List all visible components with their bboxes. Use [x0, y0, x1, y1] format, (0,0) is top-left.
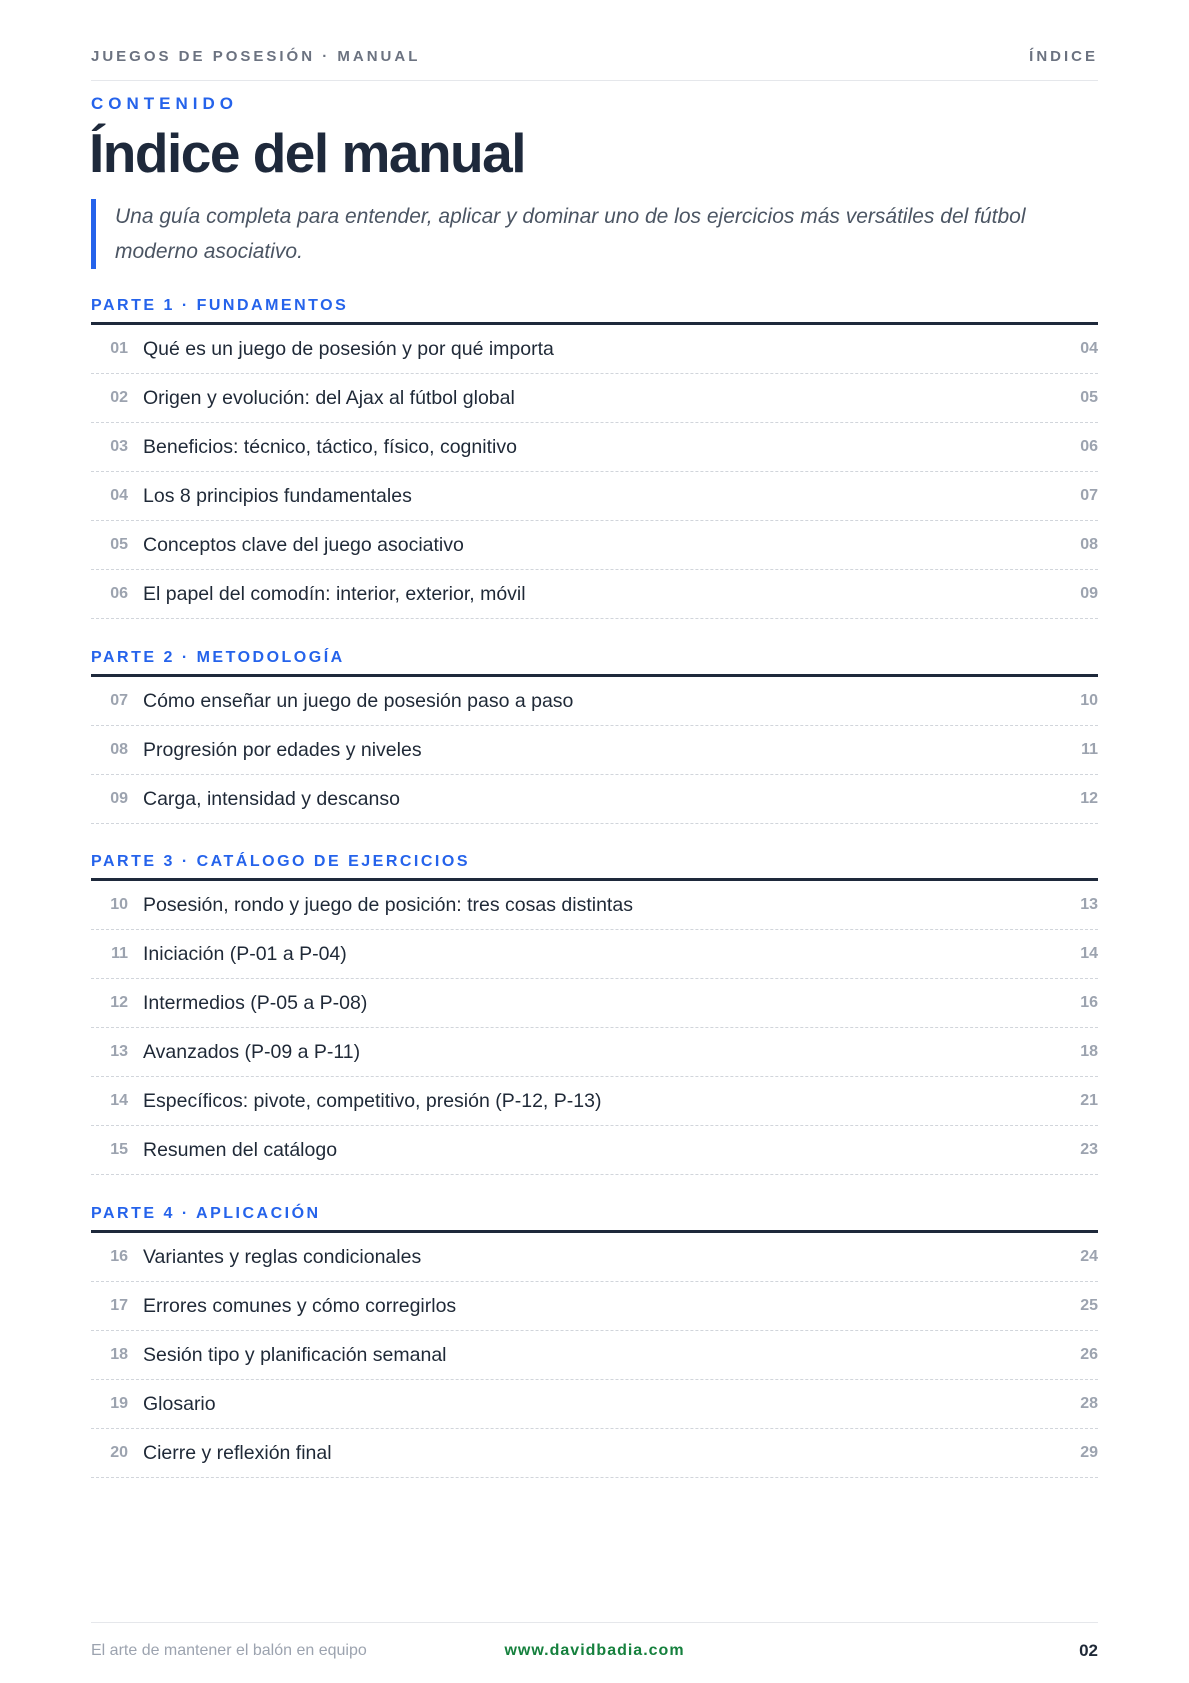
entry-number: 04 [110, 487, 128, 504]
running-header [91, 48, 1098, 81]
entry-page: 04 [1080, 340, 1098, 357]
toc-entry[interactable] [91, 1282, 1098, 1331]
toc-entry[interactable] [91, 979, 1098, 1028]
entry-label: Variantes y reglas condicionales [143, 1245, 422, 1268]
entry-page: 25 [1080, 1297, 1098, 1314]
footer-website-link[interactable]: www.davidbadia.com [504, 1642, 685, 1659]
entry-number: 06 [110, 585, 128, 602]
entry-number: 11 [111, 945, 128, 962]
entry-number: 10 [110, 896, 128, 913]
entry-page: 12 [1080, 790, 1098, 807]
toc-part-3 [91, 852, 1098, 1175]
part-title: PARTE 1 · FUNDAMENTOS [91, 296, 1098, 325]
entry-page: 11 [1081, 741, 1098, 758]
entry-number: 09 [110, 790, 128, 807]
entry-label: Errores comunes y cómo corregirlos [143, 1294, 457, 1317]
entry-page: 10 [1080, 692, 1098, 709]
entry-number: 13 [110, 1043, 128, 1060]
toc-entry[interactable] [91, 1028, 1098, 1077]
entry-label: Avanzados (P-09 a P-11) [143, 1040, 361, 1063]
entry-label: Posesión, rondo y juego de posición: tres cosas distintas [143, 893, 633, 916]
entry-number: 16 [110, 1248, 128, 1265]
entry-label: Iniciación (P-01 a P-04) [143, 942, 347, 965]
entry-number: 01 [110, 340, 128, 357]
entry-label: Origen y evolución: del Ajax al fútbol global [143, 386, 515, 409]
entry-page: 21 [1080, 1092, 1098, 1109]
toc-entry[interactable] [91, 775, 1098, 824]
toc-part-2 [91, 648, 1098, 824]
entry-number: 08 [110, 741, 128, 758]
entry-page: 07 [1080, 487, 1098, 504]
entry-page: 09 [1080, 585, 1098, 602]
header-manual-title: JUEGOS DE POSESIÓN · MANUAL [91, 48, 421, 65]
toc-entry[interactable] [91, 881, 1098, 930]
toc-entry[interactable] [91, 677, 1098, 726]
footer-tagline: El arte de mantener el balón en equipo [91, 1642, 367, 1659]
page-footer [91, 1622, 1098, 1661]
entry-label: Qué es un juego de posesión y por qué importa [143, 337, 554, 360]
page-title: Índice del manual [89, 122, 526, 184]
entry-label: Intermedios (P-05 a P-08) [143, 991, 368, 1014]
entry-label: Progresión por edades y niveles [143, 738, 422, 761]
entry-page: 18 [1080, 1043, 1098, 1060]
entry-page: 26 [1080, 1346, 1098, 1363]
entry-label: Cierre y reflexión final [143, 1441, 332, 1464]
part-title: PARTE 2 · METODOLOGÍA [91, 648, 1098, 677]
entry-page: 13 [1080, 896, 1098, 913]
toc-entry[interactable] [91, 1380, 1098, 1429]
entry-page: 29 [1080, 1444, 1098, 1461]
entry-number: 12 [110, 994, 128, 1011]
entry-label: Los 8 principios fundamentales [143, 484, 412, 507]
entry-page: 14 [1080, 945, 1098, 962]
entry-number: 19 [110, 1395, 128, 1412]
entry-number: 15 [110, 1141, 128, 1158]
toc-entry[interactable] [91, 1429, 1098, 1478]
entry-number: 18 [110, 1346, 128, 1363]
entry-number: 17 [110, 1297, 128, 1314]
toc-entry[interactable] [91, 726, 1098, 775]
entry-number: 05 [110, 536, 128, 553]
footer-page-number: 02 [1079, 1641, 1098, 1660]
toc-entry[interactable] [91, 423, 1098, 472]
entry-number: 20 [110, 1444, 128, 1461]
part-title: PARTE 4 · APLICACIÓN [91, 1204, 1098, 1233]
entry-label: Específicos: pivote, competitivo, presión (P-12, P-13) [143, 1089, 602, 1112]
toc-entry[interactable] [91, 521, 1098, 570]
entry-number: 02 [110, 389, 128, 406]
entry-label: Glosario [143, 1392, 216, 1415]
toc-entry[interactable] [91, 930, 1098, 979]
toc-entry[interactable] [91, 374, 1098, 423]
entry-page: 05 [1080, 389, 1098, 406]
toc-entry[interactable] [91, 1331, 1098, 1380]
toc-page [91, 0, 1098, 1683]
toc-entry[interactable] [91, 325, 1098, 374]
entry-page: 08 [1080, 536, 1098, 553]
header-section: ÍNDICE [1029, 48, 1098, 65]
entry-number: 07 [110, 692, 128, 709]
entry-number: 03 [110, 438, 128, 455]
entry-page: 16 [1080, 994, 1098, 1011]
entry-page: 24 [1080, 1248, 1098, 1265]
toc-entry[interactable] [91, 570, 1098, 619]
toc-entry[interactable] [91, 472, 1098, 521]
entry-label: Cómo enseñar un juego de posesión paso a paso [143, 689, 574, 712]
entry-label: Beneficios: técnico, táctico, físico, cognitivo [143, 435, 517, 458]
entry-label: Conceptos clave del juego asociativo [143, 533, 464, 556]
toc-entry[interactable] [91, 1233, 1098, 1282]
entry-label: Sesión tipo y planificación semanal [143, 1343, 447, 1366]
part-title: PARTE 3 · CATÁLOGO DE EJERCICIOS [91, 852, 1098, 881]
eyebrow-label: CONTENIDO [91, 94, 238, 113]
entry-label: Carga, intensidad y descanso [143, 787, 400, 810]
toc-part-1 [91, 296, 1098, 619]
entry-page: 28 [1080, 1395, 1098, 1412]
entry-page: 06 [1080, 438, 1098, 455]
lead-quote: Una guía completa para entender, aplicar y dominar uno de los ejercicios más versátiles del fútbol moderno asociativo. [91, 199, 1098, 269]
entry-page: 23 [1080, 1141, 1098, 1158]
entry-label: El papel del comodín: interior, exterior, móvil [143, 582, 526, 605]
toc-part-4 [91, 1204, 1098, 1478]
toc-entry[interactable] [91, 1126, 1098, 1175]
entry-label: Resumen del catálogo [143, 1138, 338, 1161]
toc-entry[interactable] [91, 1077, 1098, 1126]
entry-number: 14 [110, 1092, 128, 1109]
